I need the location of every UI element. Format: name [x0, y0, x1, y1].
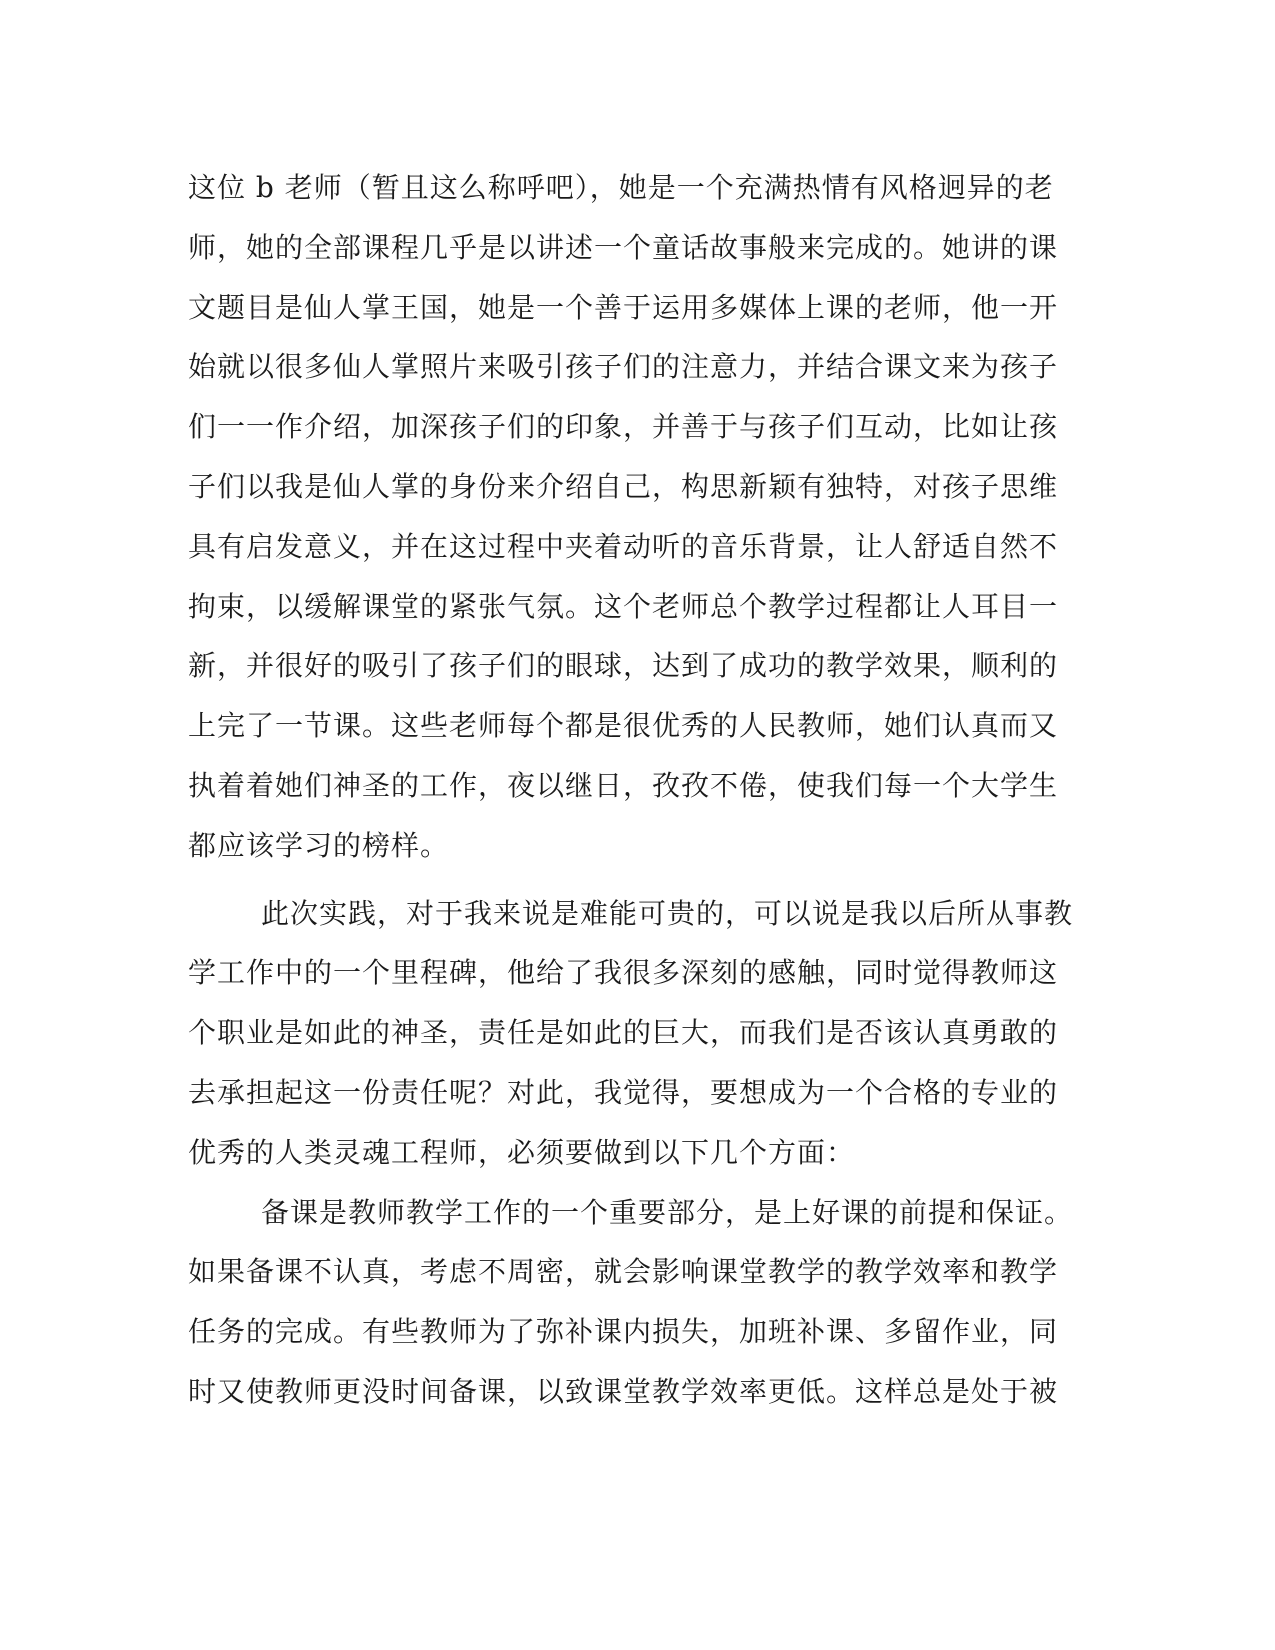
text-line: 这位 b 老师（暂且这么称呼吧），她是一个充满热情有风格迥异的老: [188, 171, 1054, 204]
text-line: 师，她的全部课程几乎是以讲述一个童话故事般来完成的。她讲的课: [188, 230, 1059, 264]
text-line: 任务的完成。有些教师为了弥补课内损失，加班补课、多留作业，同: [188, 1315, 1059, 1349]
text-line: 都应该学习的榜样。: [188, 828, 450, 862]
text-line: 具有启发意义，并在这过程中夹着动听的音乐背景，让人舒适自然不: [188, 529, 1059, 563]
text-line: 们一一作介绍，加深孩子们的印象，并善于与孩子们互动，比如让孩: [188, 410, 1059, 444]
text-line: 学工作中的一个里程碑，他给了我很多深刻的感触，同时觉得教师这: [188, 956, 1059, 990]
body-text: [188, 158, 1074, 1422]
paragraph: [188, 158, 1068, 876]
paragraph: [188, 1183, 1074, 1422]
text-line: 文题目是仙人掌王国，她是一个善于运用多媒体上课的老师，他一开: [188, 290, 1059, 324]
text-line: 上完了一节课。这些老师每个都是很优秀的人民教师，她们认真而又: [188, 709, 1059, 743]
text-line: 如果备课不认真，考虑不周密，就会影响课堂教学的教学效率和教学: [188, 1255, 1059, 1289]
text-line: 优秀的人类灵魂工程师，必须要做到以下几个方面：: [188, 1135, 856, 1169]
text-line: 此次实践，对于我来说是难能可贵的，可以说是我以后所从事教: [261, 896, 1074, 930]
text-line: 执着着她们神圣的工作，夜以继日，孜孜不倦，使我们每一个大学生: [188, 768, 1059, 802]
text-line: 个职业是如此的神圣，责任是如此的巨大，而我们是否该认真勇敢的: [188, 1016, 1059, 1050]
text-line: 去承担起这一份责任呢？对此，我觉得，要想成为一个合格的专业的: [188, 1075, 1059, 1109]
text-line: 备课是教师教学工作的一个重要部分，是上好课的前提和保证。: [261, 1195, 1074, 1229]
text-line: 子们以我是仙人掌的身份来介绍自己，构思新颖有独特，对孩子思维: [188, 469, 1059, 503]
text-line: 时又使教师更没时间备课，以致课堂教学效率更低。这样总是处于被: [188, 1374, 1059, 1408]
text-line: 拘束，以缓解课堂的紧张气氛。这个老师总个教学过程都让人耳目一: [188, 589, 1059, 623]
text-line: 新，并很好的吸引了孩子们的眼球，达到了成功的教学效果，顺利的: [188, 649, 1059, 683]
paragraph: [188, 884, 1074, 1183]
text-line: 始就以很多仙人掌照片来吸引孩子们的注意力，并结合课文来为孩子: [188, 350, 1059, 384]
